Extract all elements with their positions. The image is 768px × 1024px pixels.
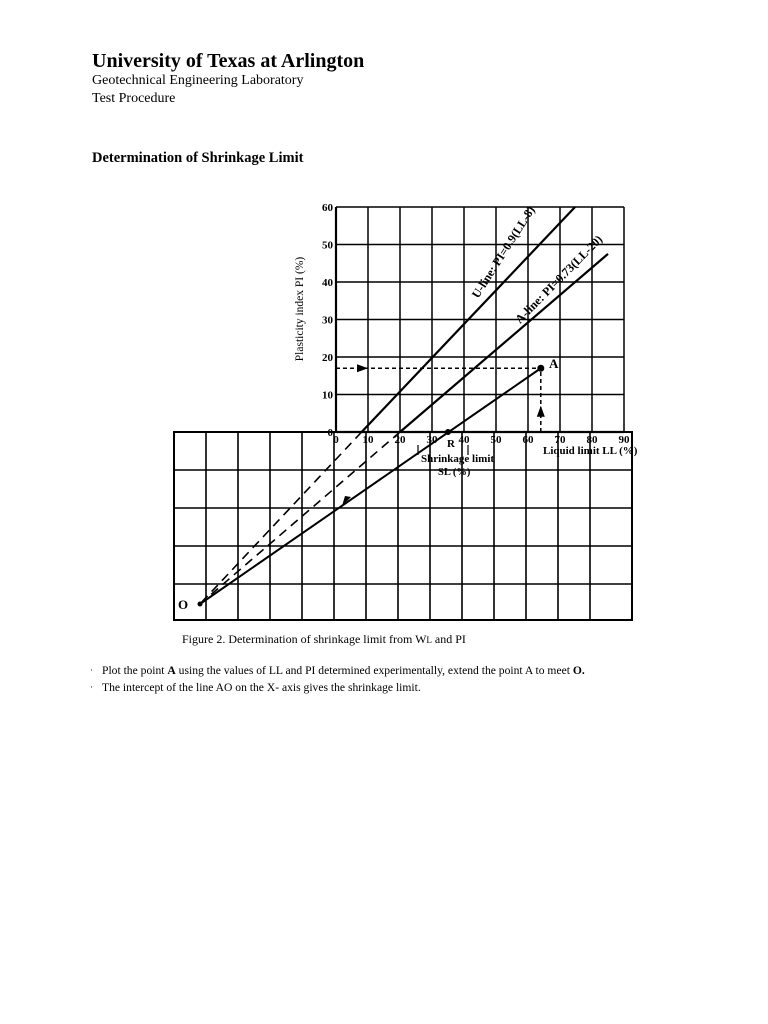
lower-grid xyxy=(174,432,632,620)
instruction-item xyxy=(90,662,585,679)
x-tick-label: 70 xyxy=(554,434,566,446)
point-a-marker xyxy=(537,365,544,372)
u-line-extension xyxy=(200,432,362,604)
y-tick-label: 10 xyxy=(322,389,333,402)
document-type: Test Procedure xyxy=(92,91,176,106)
instruction-bold: O. xyxy=(572,664,585,677)
a-line-label: A-line: PI=0.73(LL-20) xyxy=(512,232,606,327)
figure-caption xyxy=(182,632,466,647)
point-r-marker xyxy=(445,429,451,435)
section-title: Determination of Shrinkage Limit xyxy=(92,150,304,166)
shrinkage-limit-label: Shrinkage limit xyxy=(421,453,495,465)
caption-prefix: Figure 2. Determination of shrinkage limit from W xyxy=(182,632,427,646)
x-tick-label: 40 xyxy=(458,434,470,446)
y-tick-label: 40 xyxy=(322,277,333,289)
x-tick-label: 60 xyxy=(522,434,534,446)
line-ao xyxy=(200,368,541,604)
y-tick-label: 60 xyxy=(322,202,333,214)
instruction-bold: A xyxy=(167,664,176,677)
upper-grid xyxy=(336,207,624,432)
instruction-text: Plot the point xyxy=(102,664,168,677)
instruction-text: The intercept of the line AO on the X- axis gives the shrinkage limit. xyxy=(102,681,421,694)
caption-subscript: L xyxy=(426,635,432,645)
bullet-mark: · xyxy=(90,682,93,692)
a-line-extension xyxy=(200,432,400,604)
shrinkage-limit-chart xyxy=(170,196,650,626)
shrinkage-limit-unit-label: SL (%) xyxy=(438,467,471,478)
instruction-text: using the values of LL and PI determined experimentally, extend the point A to meet xyxy=(175,664,573,677)
instruction-list xyxy=(90,662,585,696)
chart-labels xyxy=(178,202,638,612)
u-line-label: U-line: PI=0.9(LL-8) xyxy=(468,203,538,301)
lower-grid-frame xyxy=(174,432,632,620)
point-o-label: O xyxy=(178,597,189,612)
x-tick-label: 80 xyxy=(586,434,598,446)
y-tick-label: 50 xyxy=(322,239,333,252)
y-tick-label: 0 xyxy=(327,427,333,439)
y-tick-label: 30 xyxy=(322,314,333,327)
x-tick-label: 20 xyxy=(394,434,406,446)
bullet-mark: · xyxy=(90,665,93,675)
point-o-marker xyxy=(198,602,203,607)
x-tick-label: 0 xyxy=(333,434,339,446)
x-tick-label: 30 xyxy=(426,434,438,446)
point-r-label: R xyxy=(447,438,455,450)
y-axis-label: Plasticity index PI (%) xyxy=(294,256,306,362)
x-tick-label: 90 xyxy=(618,434,630,446)
y-tick-label: 20 xyxy=(322,352,333,364)
x-tick-label: 10 xyxy=(362,434,374,446)
x-tick-label: 50 xyxy=(490,434,502,446)
x-axis-label: Liquid limit LL (%) xyxy=(543,445,638,457)
instruction-item xyxy=(90,679,585,696)
point-a-label: A xyxy=(549,356,559,371)
pi-arrowhead xyxy=(357,364,368,372)
university-title: University of Texas at Arlington xyxy=(92,50,365,72)
caption-suffix: and PI xyxy=(431,632,466,646)
ll-arrowhead xyxy=(537,406,545,417)
lab-name: Geotechnical Engineering Laboratory xyxy=(92,73,304,88)
